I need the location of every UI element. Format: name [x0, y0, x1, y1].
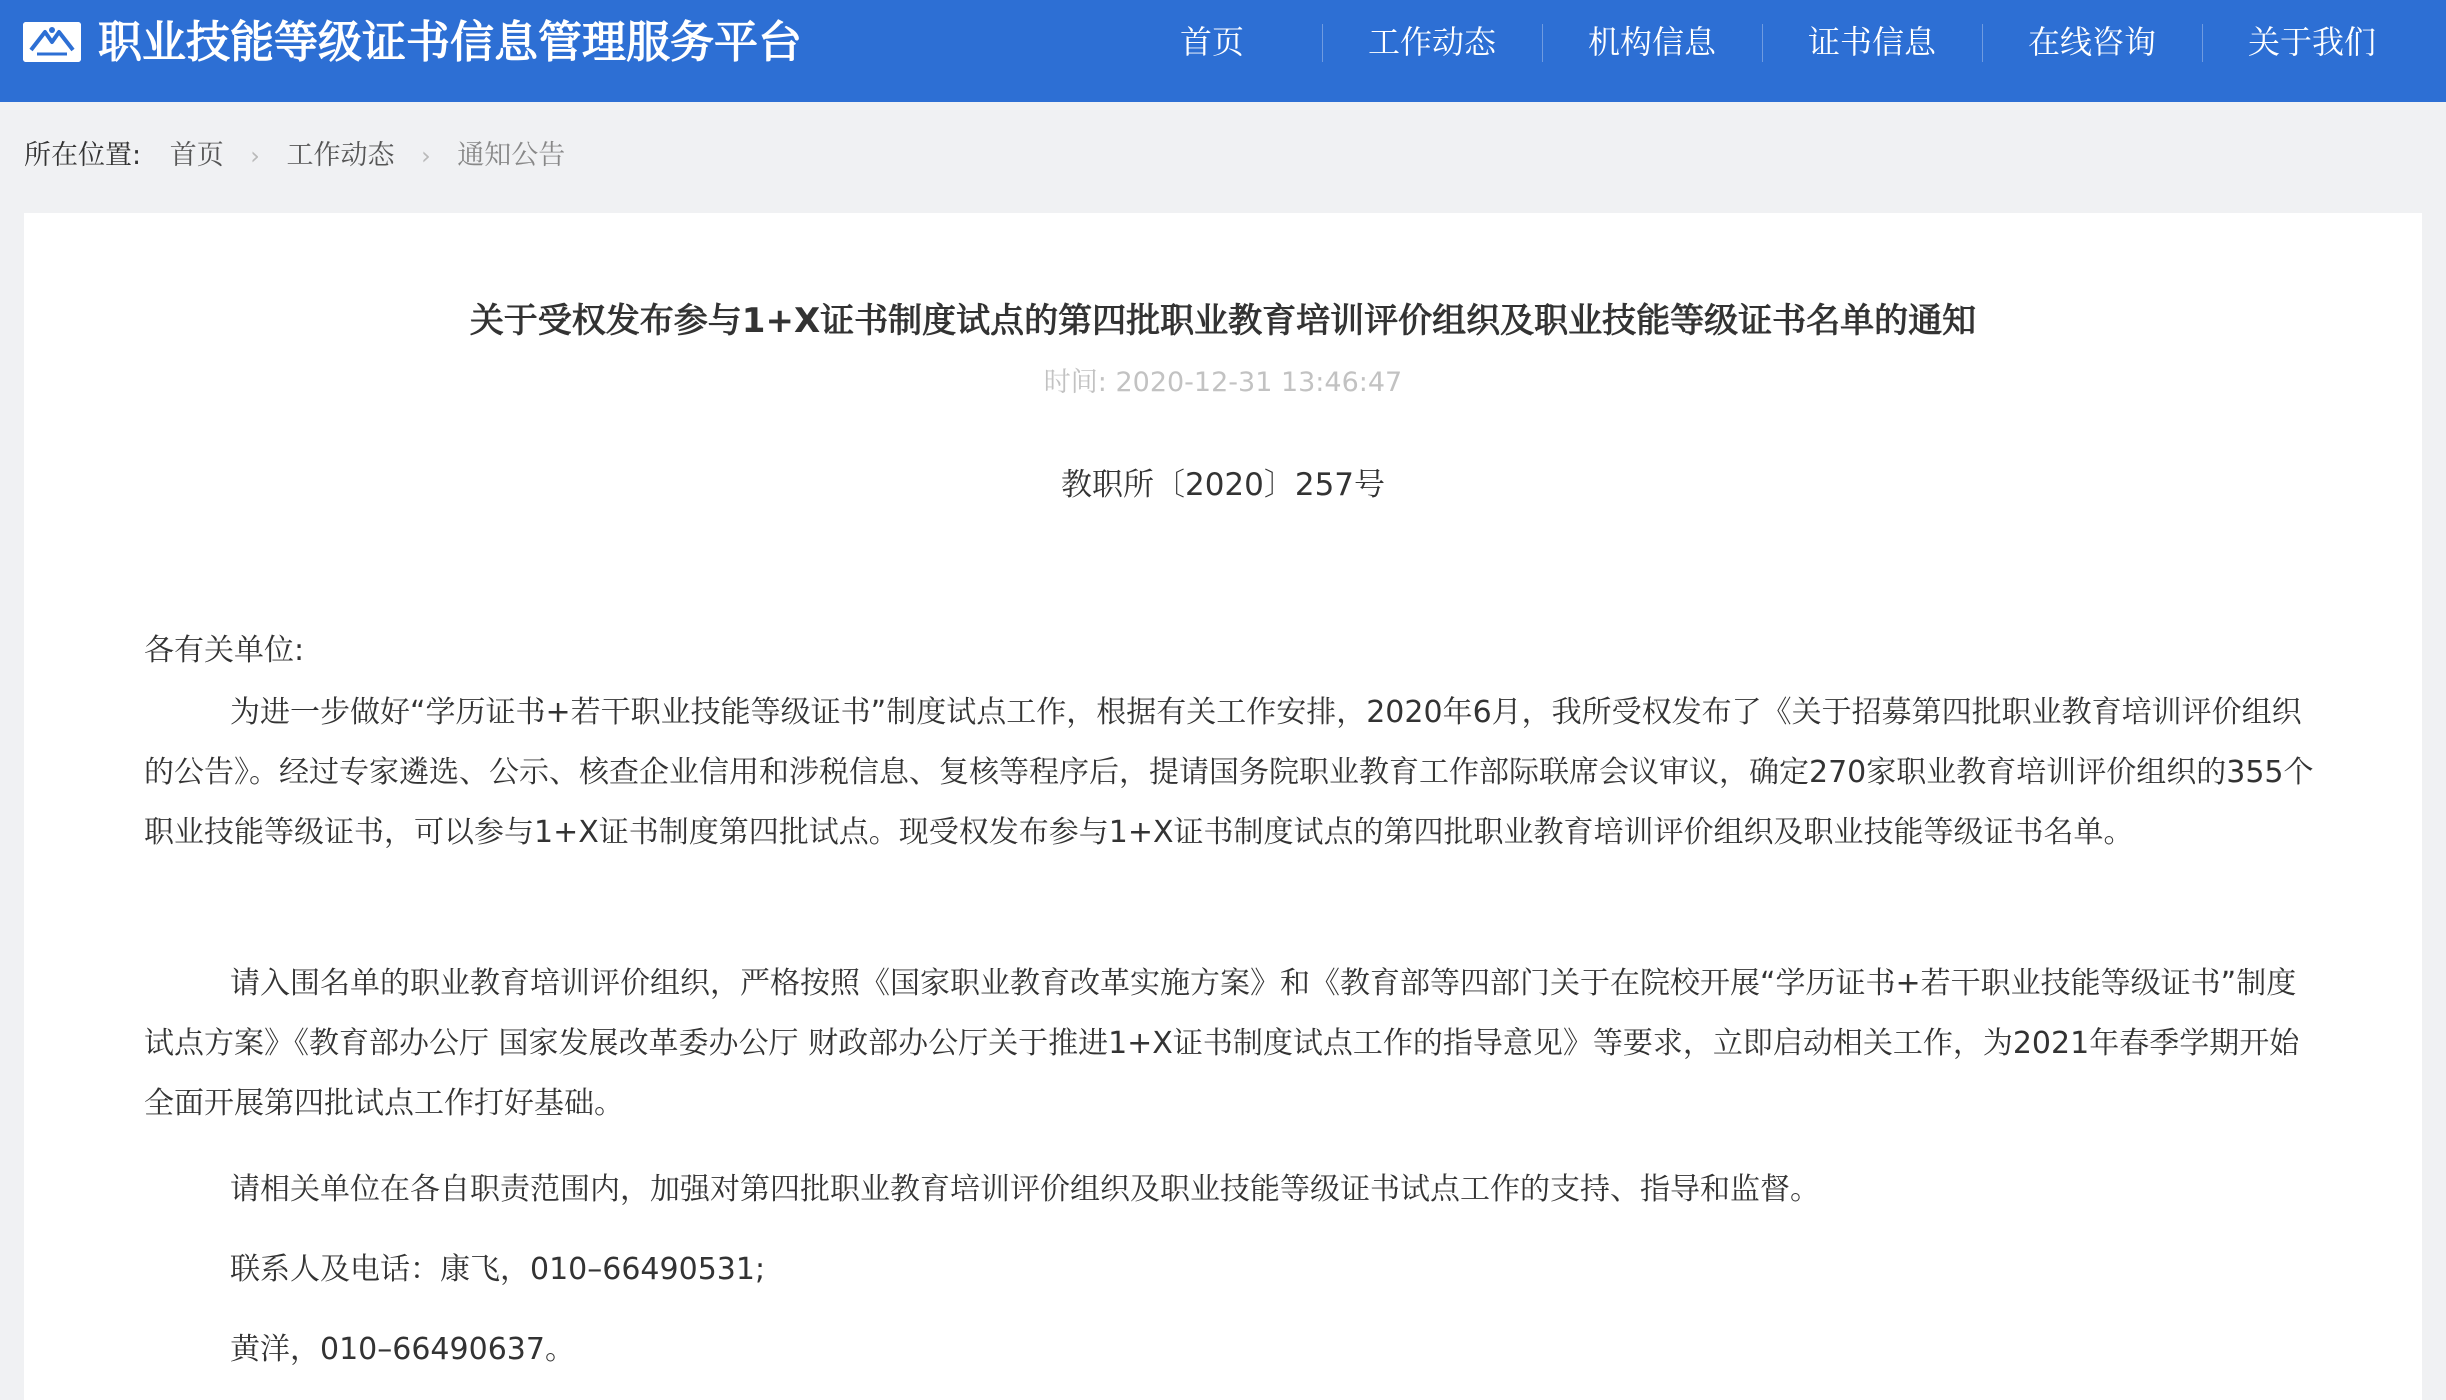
chevron-right-icon: ›	[421, 142, 431, 170]
book-logo-icon[interactable]	[23, 22, 81, 62]
breadcrumb-current: 通知公告	[457, 140, 566, 171]
breadcrumb-work-news[interactable]: 工作动态	[286, 140, 395, 171]
main-nav	[1102, 18, 2446, 66]
nav-work-news[interactable]: 工作动态	[1367, 23, 1496, 61]
contact-line: 联系人及电话：康飞，010–66490531;	[230, 1252, 766, 1287]
chevron-right-icon: ›	[250, 142, 260, 170]
breadcrumb	[24, 133, 565, 179]
paragraph: 请入围名单的职业教育培训评价组织，严格按照《国家职业教育改革实施方案》和《教育部等四部门关于在院校开展“学历证书+若干职业技能等级证书”制度试点方案》《教育部办公厅 国家发展改革委办公厅 财政部办公厅关于推进1+X证书制度试点工作的指导意见》等要求，立即启动相关工作，为2021年春季学期开始全面开展第四批试点工作打好基础。	[144, 966, 2300, 1121]
paragraph: 为进一步做好“学历证书+若干职业技能等级证书”制度试点工作，根据有关工作安排，2020年6月，我所受权发布了《关于招募第四批职业教育培训评价组织的公告》。经过专家遴选、公示、核查企业信用和涉税信息、复核等程序后，提请国务院职业教育工作部际联席会议审议，确定270家职业教育培训评价组织的355个职业技能等级证书，可以参与1+X证书制度第四批试点。现受权发布参与1+X证书制度试点的第四批职业教育培训评价组织及职业技能等级证书名单。	[144, 695, 2314, 850]
article-time: 时间: 2020-12-31 13:46:47	[1043, 367, 1403, 398]
site-title[interactable]: 职业技能等级证书信息管理服务平台	[98, 17, 802, 68]
article-card	[24, 213, 2422, 1400]
nav-home[interactable]: 首页	[1179, 23, 1244, 61]
nav-institutions[interactable]: 机构信息	[1587, 23, 1716, 61]
site-header	[0, 0, 2446, 102]
nav-online-consult[interactable]: 在线咨询	[2027, 23, 2156, 61]
nav-certificates[interactable]: 证书信息	[1807, 23, 1936, 61]
document-number: 教职所〔2020〕257号	[1060, 467, 1386, 503]
breadcrumb-label: 所在位置:	[24, 140, 142, 171]
article-title: 关于受权发布参与1+X证书制度试点的第四批职业教育培训评价组织及职业技能等级证书名单的通知	[469, 301, 1977, 341]
contact-line: 黄洋，010–66490637。	[230, 1332, 575, 1367]
breadcrumb-home[interactable]: 首页	[169, 140, 224, 171]
nav-about-us[interactable]: 关于我们	[2247, 23, 2376, 61]
salutation: 各有关单位:	[144, 633, 305, 668]
paragraph: 请相关单位在各自职责范围内，加强对第四批职业教育培训评价组织及职业技能等级证书试点工作的支持、指导和监督。	[230, 1172, 1820, 1207]
